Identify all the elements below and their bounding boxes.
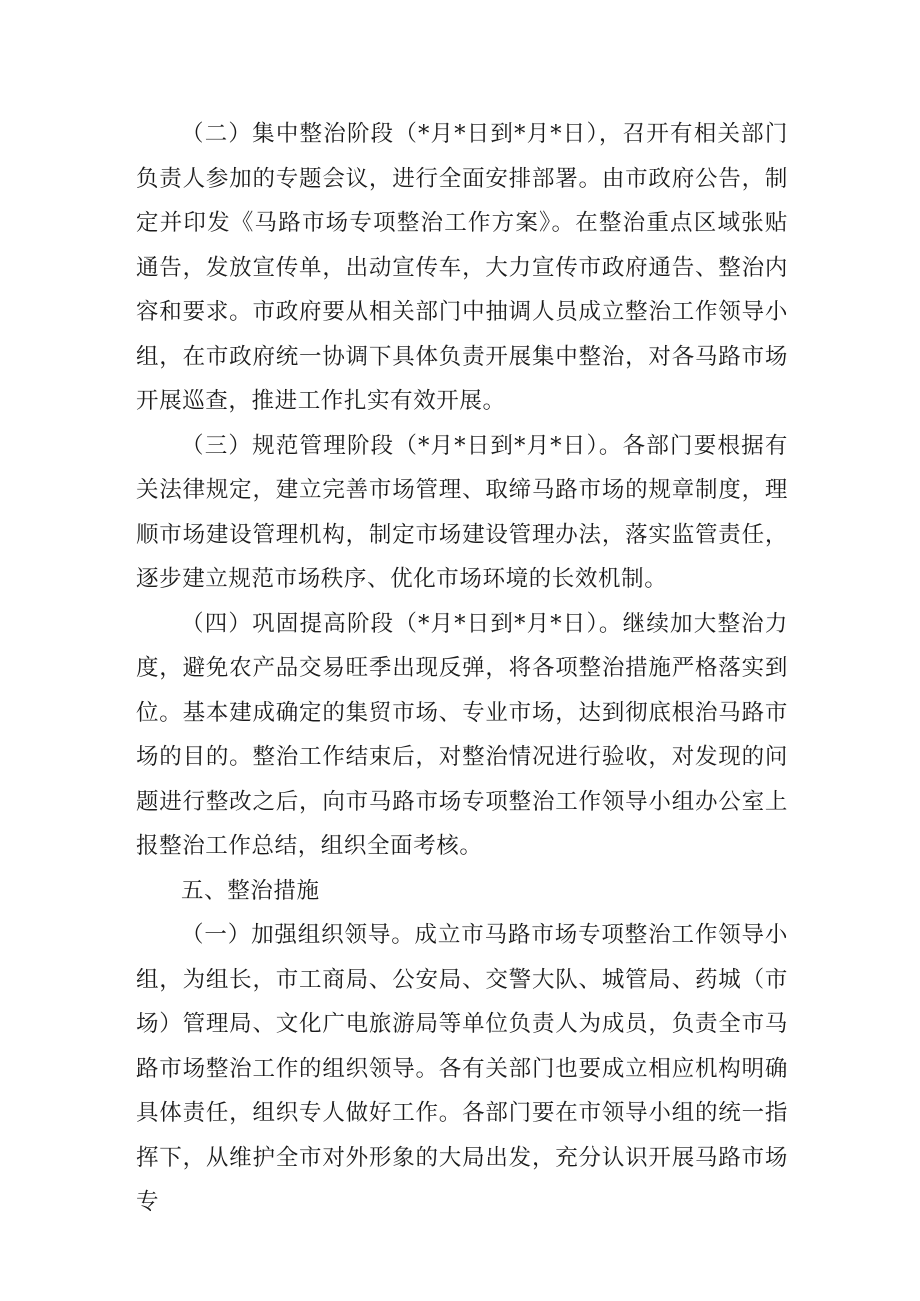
paragraph-stage-two: （二）集中整治阶段（*月*日到*月*日），召开有相关部门负责人参加的专题会议，进行全面安排部署。由市政府公告，制定并印发《马路市场专项整治工作方案》。在整治重点区域张贴通告，发放宣传单，出动宣传车，大力宣传市政府通告、整治内容和要求。市政府要从相关部门中抽调人员成立整治工作领导小组，在市政府统一协调下具体负责开展集中整治，对各马路市场开展巡查，推进工作扎实有效开展。 [136,121,788,414]
paragraph-stage-three: （三）规范管理阶段（*月*日到*月*日）。各部门要根据有关法律规定，建立完善市场管理、取缔马路市场的规章制度，理顺市场建设管理机构，制定市场建设管理办法，落实监管责任，逐步建立规范市场秩序、优化市场环境的长效机制。 [136,432,788,592]
section-heading: 五、整治措施 [181,877,320,904]
paragraph-measure-one: （一）加强组织领导。成立市马路市场专项整治工作领导小组，为组长，市工商局、公安局、交警大队、城管局、药城（市场）管理局、文化广电旅游局等单位负责人为成员，负责全市马路市场整治工作的组织领导。各有关部门也要成立相应机构明确具体责任，组织专人做好工作。各部门要在市领导小组的统一指挥下，从维护全市对外形象的大局出发，充分认识开展马路市场专 [136,922,788,1215]
document-body [136,112,788,1225]
paragraph-stage-four: （四）巩固提高阶段（*月*日到*月*日）。继续加大整治力度，避免农产品交易旺季出现反弹，将各项整治措施严格落实到位。基本建成确定的集贸市场、专业市场，达到彻底根治马路市场的目的。整治工作结束后，对整治情况进行验收，对发现的问题进行整改之后，向市马路市场专项整治工作领导小组办公室上报整治工作总结，组织全面考核。 [136,610,788,859]
